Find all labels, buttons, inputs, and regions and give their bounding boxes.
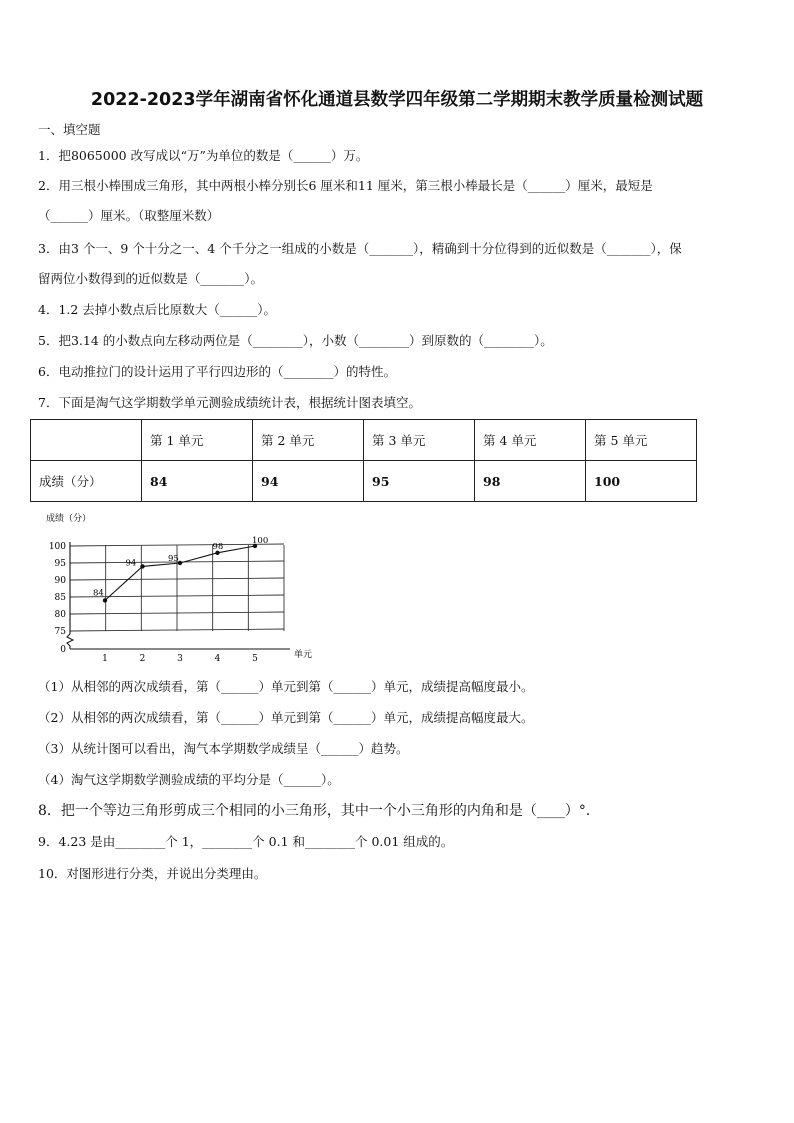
sub-question-3: （3）从统计图可以看出，淘气本学期数学成绩呈（______）趋势。: [38, 741, 409, 756]
x-axis-title: 单元: [294, 650, 313, 660]
series-line: [105, 546, 255, 600]
question-7: 7．下面是淘气这学期数学单元测验成绩统计表，根据统计图表填空。: [38, 395, 421, 410]
table-row: [31, 461, 697, 502]
y-tick-label: 80: [54, 610, 66, 620]
table-header-cell: 第 4 单元: [475, 420, 586, 461]
sub-question-2: （2）从相邻的两次成绩看，第（______）单元到第（______）单元，成绩提高幅度最大。: [38, 710, 534, 725]
table-header-cell: 第 2 单元: [253, 420, 364, 461]
question-8: 8．把一个等边三角形剪成三个相同的小三角形，其中一个小三角形的内角和是（____）°．: [38, 803, 600, 819]
data-label: 94: [125, 558, 137, 569]
y-tick-label: 90: [54, 576, 66, 586]
table-row-label: 成绩（分）: [31, 461, 142, 502]
x-tick-label: 5: [252, 654, 258, 664]
x-tick-label: 3: [177, 654, 183, 664]
question-10: 10．对图形进行分类，并说出分类理由。: [38, 866, 267, 881]
question-4: 4．1.2 去掉小数点后比原数大（______）。: [38, 302, 277, 317]
data-label: 100: [252, 536, 269, 546]
data-label: 84: [93, 588, 104, 599]
table-header-cell: [31, 420, 142, 461]
question-2-line-2: （______）厘米。（取整厘米数）: [38, 208, 220, 223]
table-header-cell: 第 5 单元: [586, 420, 697, 461]
table-header-cell: 第 1 单元: [142, 420, 253, 461]
score-table: [30, 419, 697, 502]
y-tick-label: 85: [54, 593, 66, 603]
y-tick-label: 95: [54, 559, 66, 569]
axis-break-mark: [67, 634, 73, 649]
y-axis-title: 成绩（分）: [46, 514, 92, 524]
question-2-line-1: 2．用三根小棒围成三角形，其中两根小棒分别长6 厘米和11 厘米，第三根小棒最长是（______）厘米，最短是: [38, 178, 653, 193]
y-tick-label: 75: [54, 627, 66, 637]
table-cell: 94: [253, 461, 364, 502]
table-header-row: [31, 420, 697, 461]
question-1: 1．把8065000 改写成以“万”为单位的数是（______）万。: [38, 148, 369, 163]
line-chart: [30, 510, 330, 665]
table-cell: 98: [475, 461, 586, 502]
table-header-cell: 第 3 单元: [364, 420, 475, 461]
data-label: 95: [168, 554, 179, 564]
question-3-line-1: 3．由3 个一、9 个十分之一、4 个千分之一组成的小数是（_______），精确到十分位得到的近似数是（_______），保: [38, 241, 682, 256]
y-tick-label: 100: [48, 542, 66, 552]
data-point: [140, 564, 144, 568]
question-9: 9．4.23 是由________个 1，________个 0.1 和________个 0.01 组成的。: [38, 834, 454, 849]
table-cell: 84: [142, 461, 253, 502]
question-3-line-2: 留两位小数得到的近似数是（_______）。: [38, 271, 264, 286]
question-6: 6．电动推拉门的设计运用了平行四边形的（________）的特性。: [38, 364, 396, 379]
data-point: [103, 598, 107, 602]
question-5: 5．把3.14 的小数点向左移动两位是（________），小数（________）到原数的（________）。: [38, 333, 553, 348]
page-title: 2022-2023学年湖南省怀化通道县数学四年级第二学期期末教学质量检测试题: [90, 90, 704, 110]
sub-question-1: （1）从相邻的两次成绩看，第（______）单元到第（______）单元，成绩提高幅度最小。: [38, 679, 534, 694]
sub-question-4: （4）淘气这学期数学测验成绩的平均分是（______）。: [38, 772, 340, 787]
x-tick-label: 2: [139, 654, 146, 664]
x-tick-label: 1: [102, 654, 108, 664]
x-tick-label: 4: [214, 654, 221, 664]
table-cell: 95: [364, 461, 475, 502]
table-cell: 100: [586, 461, 697, 502]
section-heading: 一、填空题: [38, 122, 101, 137]
y-tick-label: 0: [60, 645, 66, 655]
data-label: 98: [212, 541, 224, 552]
